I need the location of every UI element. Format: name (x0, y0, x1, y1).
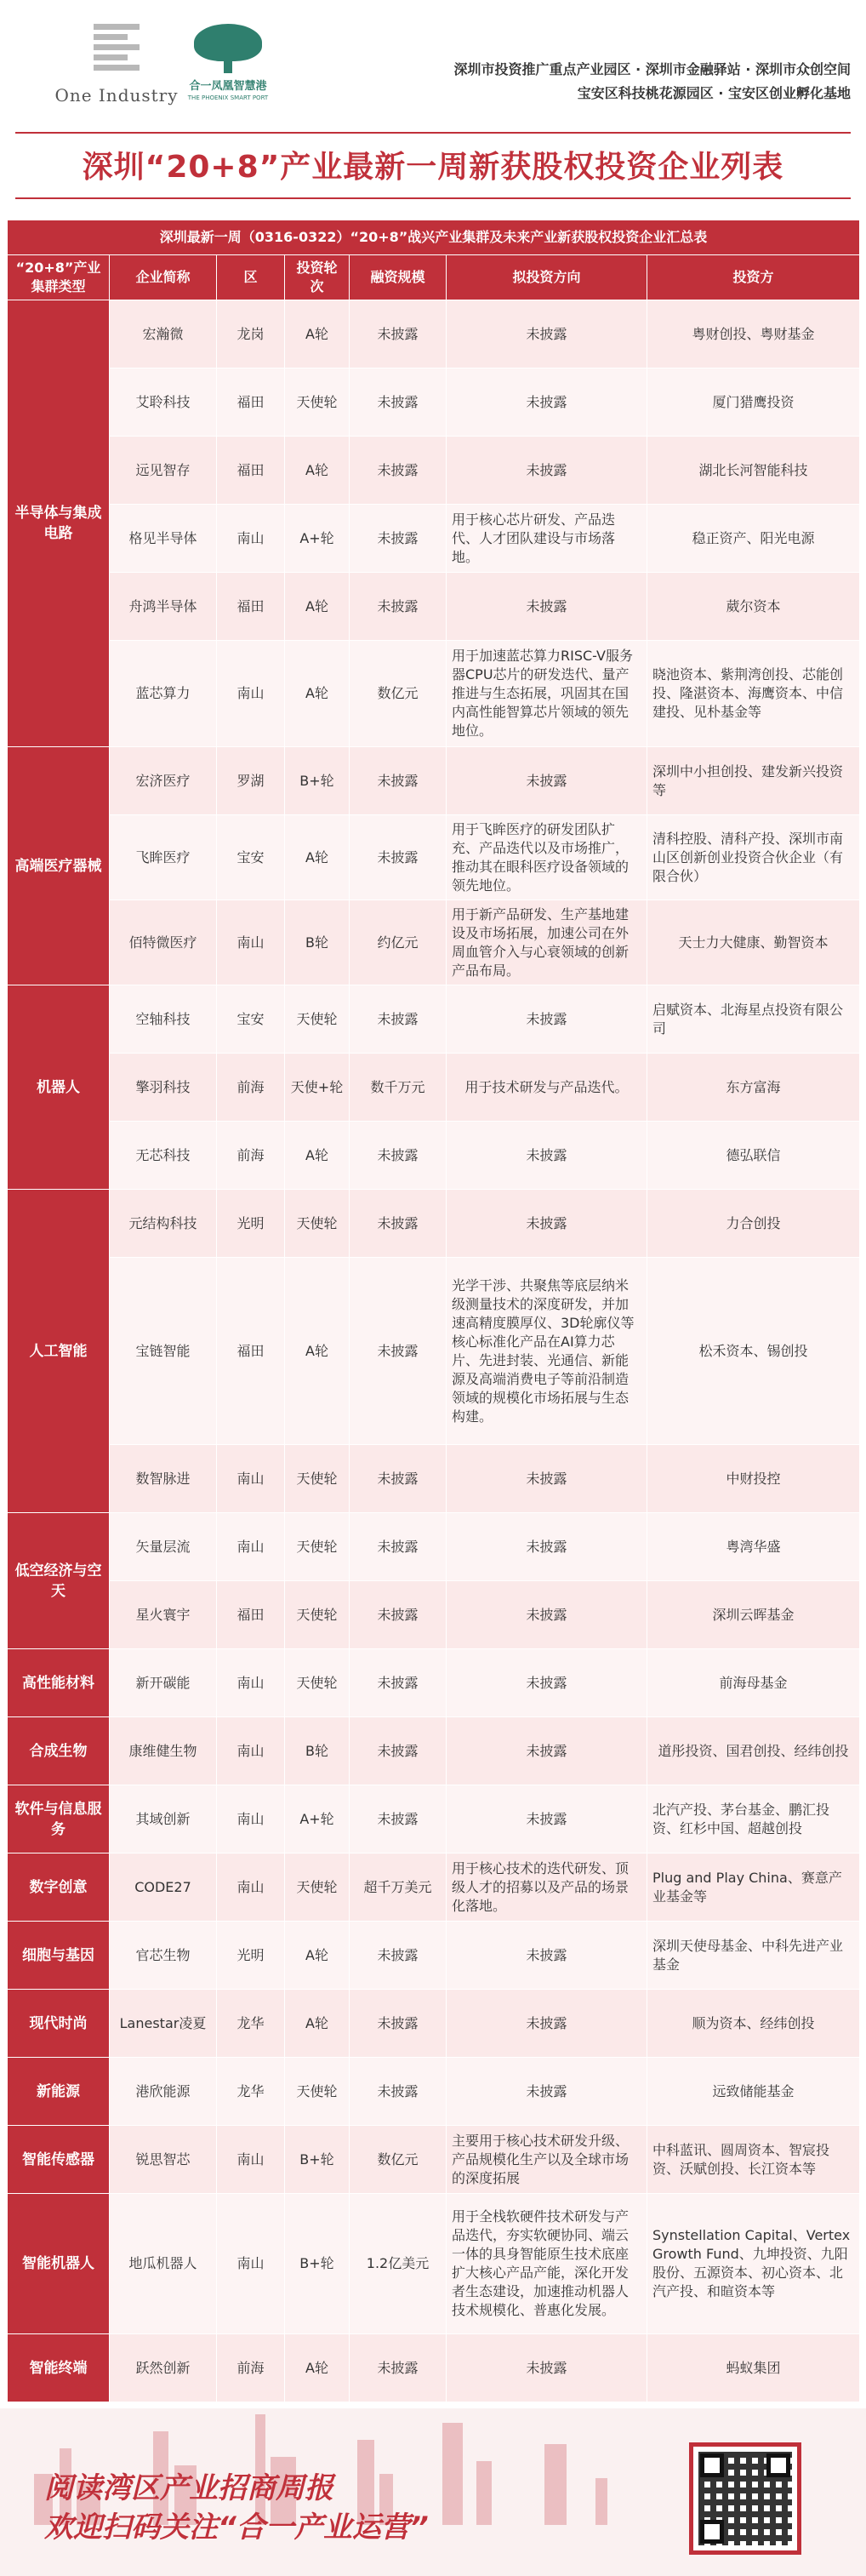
district-cell: 福田 (217, 1258, 285, 1445)
category-cell: 高端医疗器械 (8, 747, 110, 985)
investment-table (7, 220, 860, 2402)
district-cell: 南山 (217, 1853, 285, 1922)
direction-cell: 未披露 (447, 1990, 647, 2058)
direction-cell: 未披露 (447, 1649, 647, 1717)
investors-cell: 顺为资本、经纬创投 (647, 1990, 860, 2058)
round-cell: A轮 (285, 573, 350, 641)
company-cell: Lanestar凌夏 (110, 1990, 217, 2058)
district-cell: 南山 (217, 641, 285, 747)
direction-cell: 未披露 (447, 1445, 647, 1513)
table-row (8, 437, 860, 505)
amount-cell: 未披露 (350, 1785, 447, 1853)
direction-cell: 未披露 (447, 1190, 647, 1258)
table-row (8, 2334, 860, 2402)
direction-cell: 用于核心技术的迭代研发、顶级人才的招募以及产品的场景化落地。 (447, 1853, 647, 1922)
direction-cell: 用于新产品研发、生产基地建设及市场拓展，加速公司在外周血管介入与心衰领域的创新产品布局。 (447, 900, 647, 985)
district-cell: 福田 (217, 368, 285, 437)
round-cell: A轮 (285, 815, 350, 900)
company-cell: CODE27 (110, 1853, 217, 1922)
district-cell: 罗湖 (217, 747, 285, 815)
table-row (8, 900, 860, 985)
round-cell: 天使轮 (285, 2058, 350, 2126)
company-cell: 飞眸医疗 (110, 815, 217, 900)
amount-cell: 未披露 (350, 1581, 447, 1649)
company-cell: 空轴科技 (110, 985, 217, 1054)
investors-cell: 深圳天使母基金、中科先进产业基金 (647, 1922, 860, 1990)
table-header-row (8, 255, 860, 300)
district-cell: 宝安 (217, 815, 285, 900)
investors-cell: 清科控股、清科产投、深圳市南山区创新创业投资合伙企业（有限合伙） (647, 815, 860, 900)
investors-cell: 葳尔资本 (647, 573, 860, 641)
investors-cell: 松禾资本、锡创投 (647, 1258, 860, 1445)
col-header-investors: 投资方 (647, 255, 860, 300)
header-link-line-1: 深圳市投资推广重点产业园区 · 深圳市金融驿站 · 深圳市众创空间 (453, 61, 851, 77)
title-divider (15, 197, 851, 199)
amount-cell: 未披露 (350, 1258, 447, 1445)
direction-cell: 未披露 (447, 368, 647, 437)
district-cell: 光明 (217, 1922, 285, 1990)
round-cell: A轮 (285, 300, 350, 368)
amount-cell: 未披露 (350, 368, 447, 437)
category-cell: 细胞与基因 (8, 1922, 110, 1990)
category-cell: 智能传感器 (8, 2126, 110, 2194)
col-header-round: 投资轮次 (285, 255, 350, 300)
company-cell: 元结构科技 (110, 1190, 217, 1258)
direction-cell: 用于飞眸医疗的研发团队扩充、产品迭代以及市场推广，推动其在眼科医疗设备领域的领先地位。 (447, 815, 647, 900)
amount-cell: 未披露 (350, 1717, 447, 1785)
category-cell: 高性能材料 (8, 1649, 110, 1717)
company-cell: 无芯科技 (110, 1122, 217, 1190)
amount-cell: 未披露 (350, 1922, 447, 1990)
amount-cell: 未披露 (350, 2058, 447, 2126)
round-cell: A+轮 (285, 1785, 350, 1853)
round-cell: A轮 (285, 1922, 350, 1990)
district-cell: 前海 (217, 1054, 285, 1122)
table-row (8, 1853, 860, 1922)
district-cell: 南山 (217, 1717, 285, 1785)
district-cell: 福田 (217, 437, 285, 505)
table-row (8, 1785, 860, 1853)
company-cell: 远见智存 (110, 437, 217, 505)
table-row (8, 1581, 860, 1649)
round-cell: 天使轮 (285, 1190, 350, 1258)
company-cell: 新开碳能 (110, 1649, 217, 1717)
category-cell: 机器人 (8, 985, 110, 1190)
district-cell: 前海 (217, 1122, 285, 1190)
col-header-company: 企业简称 (110, 255, 217, 300)
one-industry-mark-icon (94, 24, 140, 77)
page-header (0, 0, 866, 136)
company-cell: 艾聆科技 (110, 368, 217, 437)
table-row (8, 1445, 860, 1513)
company-cell: 星火寰宇 (110, 1581, 217, 1649)
round-cell: 天使轮 (285, 1853, 350, 1922)
category-cell: 低空经济与空天 (8, 1513, 110, 1649)
table-row (8, 985, 860, 1054)
table-caption: 深圳最新一周（0316-0322）“20+8”战兴产业集群及未来产业新获股权投资企业汇总表 (8, 220, 860, 255)
amount-cell: 未披露 (350, 573, 447, 641)
direction-cell: 未披露 (447, 1513, 647, 1581)
district-cell: 南山 (217, 1785, 285, 1853)
logo2-cn: 合一凤凰智慧港 (189, 80, 267, 93)
round-cell: B轮 (285, 1717, 350, 1785)
table-row (8, 1122, 860, 1190)
round-cell: A+轮 (285, 505, 350, 573)
category-cell: 新能源 (8, 2058, 110, 2126)
round-cell: 天使轮 (285, 1581, 350, 1649)
direction-cell: 未披露 (447, 573, 647, 641)
company-cell: 蓝芯算力 (110, 641, 217, 747)
district-cell: 南山 (217, 2126, 285, 2194)
direction-cell: 未披露 (447, 1785, 647, 1853)
round-cell: B+轮 (285, 747, 350, 815)
company-cell: 矢量层流 (110, 1513, 217, 1581)
col-header-district: 区 (217, 255, 285, 300)
district-cell: 南山 (217, 1649, 285, 1717)
table-row (8, 573, 860, 641)
direction-cell: 用于核心芯片研发、产品迭代、人才团队建设与市场落地。 (447, 505, 647, 573)
round-cell: 天使轮 (285, 1649, 350, 1717)
category-cell: 半导体与集成电路 (8, 300, 110, 747)
company-cell: 数智脉进 (110, 1445, 217, 1513)
direction-cell: 用于技术研发与产品迭代。 (447, 1054, 647, 1122)
table-row (8, 300, 860, 368)
table-row (8, 2194, 860, 2334)
district-cell: 福田 (217, 573, 285, 641)
investors-cell: 力合创投 (647, 1190, 860, 1258)
logo1-text: One Industry (54, 85, 179, 106)
table-row (8, 505, 860, 573)
investors-cell: Plug and Play China、赛意产业基金等 (647, 1853, 860, 1922)
district-cell: 龙华 (217, 2058, 285, 2126)
round-cell: A轮 (285, 1990, 350, 2058)
table-row (8, 1990, 860, 2058)
district-cell: 宝安 (217, 985, 285, 1054)
direction-cell: 未披露 (447, 1122, 647, 1190)
round-cell: B+轮 (285, 2126, 350, 2194)
phoenix-port-logo (180, 24, 276, 117)
investors-cell: 北汽产投、茅台基金、鹏汇投资、红杉中国、超越创投 (647, 1785, 860, 1853)
direction-cell: 光学干涉、共聚焦等底层纳米级测量技术的深度研发，并加速高精度膜厚仪、3D轮廓仪等核心标准化产品在AI算力芯片、先进封装、光通信、新能源及高端消费电子等前沿制造领域的规模化市场拓展与生态构建。 (447, 1258, 647, 1445)
direction-cell: 未披露 (447, 1717, 647, 1785)
investors-cell: 蚂蚁集团 (647, 2334, 860, 2402)
investors-cell: 前海母基金 (647, 1649, 860, 1717)
round-cell: 天使轮 (285, 1513, 350, 1581)
category-cell: 数字创意 (8, 1853, 110, 1922)
table-row (8, 747, 860, 815)
amount-cell: 未披露 (350, 985, 447, 1054)
category-cell: 软件与信息服务 (8, 1785, 110, 1853)
table-row (8, 1258, 860, 1445)
col-header-category: “20+8”产业集群类型 (8, 255, 110, 300)
direction-cell: 未披露 (447, 2058, 647, 2126)
investors-cell: 深圳云晖基金 (647, 1581, 860, 1649)
district-cell: 南山 (217, 2194, 285, 2334)
company-cell: 格见半导体 (110, 505, 217, 573)
company-cell: 其域创新 (110, 1785, 217, 1853)
amount-cell: 未披露 (350, 1122, 447, 1190)
table-body (8, 300, 860, 2402)
direction-cell: 主要用于核心技术研发升级、产品规模化生产以及全球市场的深度拓展 (447, 2126, 647, 2194)
amount-cell: 约亿元 (350, 900, 447, 985)
amount-cell: 数亿元 (350, 641, 447, 747)
category-cell: 人工智能 (8, 1190, 110, 1513)
direction-cell: 未披露 (447, 437, 647, 505)
amount-cell: 未披露 (350, 815, 447, 900)
amount-cell: 未披露 (350, 1990, 447, 2058)
round-cell: A轮 (285, 641, 350, 747)
investors-cell: 厦门猎鹰投资 (647, 368, 860, 437)
company-cell: 官芯生物 (110, 1922, 217, 1990)
direction-cell: 未披露 (447, 300, 647, 368)
table-row (8, 2126, 860, 2194)
company-cell: 擎羽科技 (110, 1054, 217, 1122)
direction-cell: 未披露 (447, 985, 647, 1054)
company-cell: 地瓜机器人 (110, 2194, 217, 2334)
district-cell: 前海 (217, 2334, 285, 2402)
table-row (8, 641, 860, 747)
investors-cell: 湖北长河智能科技 (647, 437, 860, 505)
amount-cell: 未披露 (350, 437, 447, 505)
direction-cell: 未披露 (447, 1581, 647, 1649)
category-cell: 智能终端 (8, 2334, 110, 2402)
amount-cell: 未披露 (350, 1513, 447, 1581)
amount-cell: 未披露 (350, 2334, 447, 2402)
investors-cell: 中科蓝讯、圆周资本、智宸投资、沃赋创投、长江资本等 (647, 2126, 860, 2194)
col-header-direction: 拟投资方向 (447, 255, 647, 300)
company-cell: 锐思智芯 (110, 2126, 217, 2194)
amount-cell: 未披露 (350, 1445, 447, 1513)
round-cell: 天使+轮 (285, 1054, 350, 1122)
investors-cell: 天士力大健康、勤智资本 (647, 900, 860, 985)
investors-cell: 稳正资产、阳光电源 (647, 505, 860, 573)
direction-cell: 用于全栈软硬件技术研发与产品迭代，夯实软硬协同、端云一体的具身智能原生技术底座扩大核心产品产能，深化开发者生态建设，加速推动机器人技术规模化、普惠化发展。 (447, 2194, 647, 2334)
footer-line-1: 阅读湾区产业招商周报 (44, 2471, 333, 2505)
round-cell: 天使轮 (285, 1445, 350, 1513)
district-cell: 南山 (217, 1445, 285, 1513)
company-cell: 港欣能源 (110, 2058, 217, 2126)
round-cell: A轮 (285, 2334, 350, 2402)
direction-cell: 未披露 (447, 747, 647, 815)
company-cell: 舟鸿半导体 (110, 573, 217, 641)
investors-cell: 道彤投资、国君创投、经纬创投 (647, 1717, 860, 1785)
district-cell: 南山 (217, 1513, 285, 1581)
table-row (8, 1513, 860, 1581)
investors-cell: 深圳中小担创投、建发新兴投资等 (647, 747, 860, 815)
amount-cell: 未披露 (350, 300, 447, 368)
company-cell: 宝链智能 (110, 1258, 217, 1445)
qr-code[interactable] (689, 2442, 801, 2555)
category-cell: 智能机器人 (8, 2194, 110, 2334)
table-row (8, 368, 860, 437)
investors-cell: 中财投控 (647, 1445, 860, 1513)
investors-cell: 远致储能基金 (647, 2058, 860, 2126)
district-cell: 南山 (217, 505, 285, 573)
investors-cell: 粤湾华盛 (647, 1513, 860, 1581)
table-row (8, 815, 860, 900)
investors-cell: 粤财创投、粤财基金 (647, 300, 860, 368)
investors-cell: Synstellation Capital、Vertex Growth Fund、九坤投资、九阳股份、五源资本、初心资本、北汽产投、和暄资本等 (647, 2194, 860, 2334)
amount-cell: 未披露 (350, 1649, 447, 1717)
direction-cell: 未披露 (447, 2334, 647, 2402)
table-row (8, 1649, 860, 1717)
round-cell: B轮 (285, 900, 350, 985)
amount-cell: 超千万美元 (350, 1853, 447, 1922)
round-cell: A轮 (285, 1122, 350, 1190)
district-cell: 龙岗 (217, 300, 285, 368)
company-cell: 跃然创新 (110, 2334, 217, 2402)
company-cell: 康维健生物 (110, 1717, 217, 1785)
col-header-amount: 融资规模 (350, 255, 447, 300)
footer-line-2: 欢迎扫码关注“合一产业运营” (44, 2510, 429, 2545)
round-cell: B+轮 (285, 2194, 350, 2334)
amount-cell: 1.2亿美元 (350, 2194, 447, 2334)
page-footer (0, 2408, 866, 2576)
round-cell: 天使轮 (285, 368, 350, 437)
investors-cell: 东方富海 (647, 1054, 860, 1122)
round-cell: A轮 (285, 1258, 350, 1445)
category-cell: 合成生物 (8, 1717, 110, 1785)
amount-cell: 未披露 (350, 747, 447, 815)
investors-cell: 启赋资本、北海星点投资有限公司 (647, 985, 860, 1054)
logo2-en: THE PHOENIX SMART PORT (187, 94, 269, 101)
district-cell: 福田 (217, 1581, 285, 1649)
category-cell: 现代时尚 (8, 1990, 110, 2058)
header-links (454, 58, 851, 106)
investment-table-wrap (7, 220, 859, 2402)
page-title: 深圳“20+8”产业最新一周新获股权投资企业列表 (82, 150, 784, 185)
amount-cell: 数亿元 (350, 2126, 447, 2194)
direction-cell: 未披露 (447, 1922, 647, 1990)
amount-cell: 未披露 (350, 1190, 447, 1258)
table-row (8, 1717, 860, 1785)
investors-cell: 晓池资本、紫荆湾创投、芯能创投、隆湛资本、海鹰资本、中信建投、见朴基金等 (647, 641, 860, 747)
round-cell: A轮 (285, 437, 350, 505)
amount-cell: 未披露 (350, 505, 447, 573)
company-cell: 佰特微医疗 (110, 900, 217, 985)
table-row (8, 1922, 860, 1990)
header-divider (15, 132, 851, 134)
investors-cell: 德弘联信 (647, 1122, 860, 1190)
one-industry-logo (53, 24, 180, 117)
direction-cell: 用于加速蓝芯算力RISC-V服务器CPU芯片的研发迭代、量产推进与生态拓展，巩固其在国内高性能智算芯片领域的领先地位。 (447, 641, 647, 747)
company-cell: 宏瀚微 (110, 300, 217, 368)
district-cell: 光明 (217, 1190, 285, 1258)
district-cell: 龙华 (217, 1990, 285, 2058)
table-row (8, 2058, 860, 2126)
amount-cell: 数千万元 (350, 1054, 447, 1122)
header-link-line-2: 宝安区科技桃花源园区 · 宝安区创业孵化基地 (577, 85, 851, 101)
tree-icon (190, 24, 266, 73)
district-cell: 南山 (217, 900, 285, 985)
table-row (8, 1190, 860, 1258)
table-row (8, 1054, 860, 1122)
round-cell: 天使轮 (285, 985, 350, 1054)
company-cell: 宏济医疗 (110, 747, 217, 815)
